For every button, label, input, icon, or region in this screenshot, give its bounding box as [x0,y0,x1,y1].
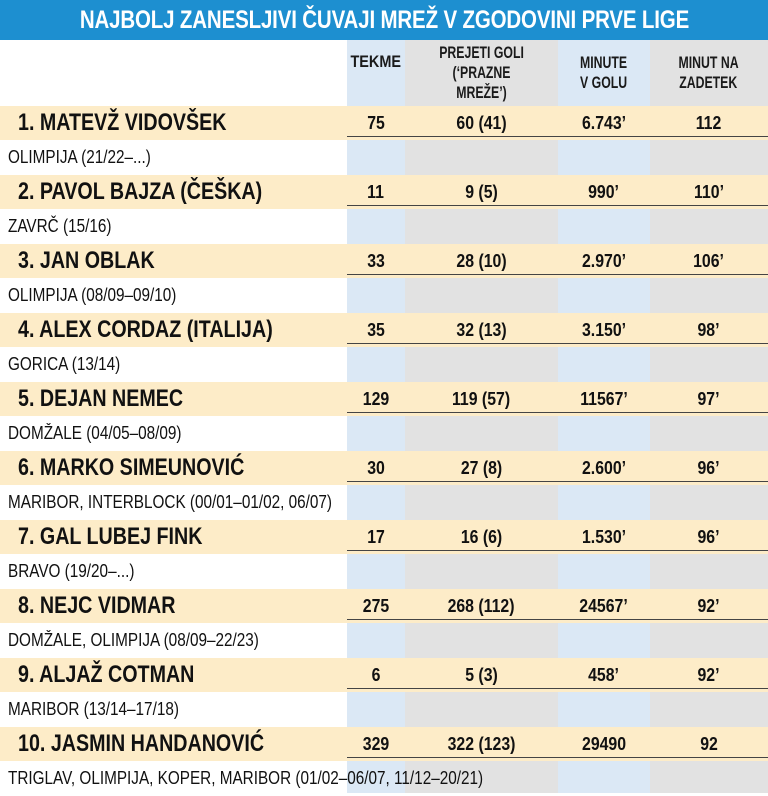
player-name: 10. JASMIN HANDANOVIĆ [18,730,265,757]
row-underline [347,550,768,551]
player-club: BRAVO (19/20–...) [8,561,135,581]
player-name: 7. GAL LUBEJ FINK [18,523,203,550]
cell-prejeti-value: 9 (5) [465,181,498,202]
player-club: MARIBOR (13/14–17/18) [8,699,179,719]
header-prejeti-line1: PREJETI GOLI [439,43,524,62]
cell-prejeti [405,520,558,554]
cell-minute-value: 29490 [581,733,627,754]
player-row [0,106,768,140]
cell-minute-value: 24567’ [579,595,629,616]
cell-tekme [347,727,405,761]
player-club: DOMŽALE, OLIMPIJA (08/09–22/23) [8,630,259,650]
cell-minut [650,244,768,278]
cell-minut-value: 112 [696,112,722,133]
cell-tekme-value: 6 [371,664,381,685]
cell-tekme [347,175,405,209]
player-club: OLIMPIJA (21/22–...) [8,147,151,167]
cell-tekme-value: 129 [362,388,390,409]
cell-minut-value: 92’ [697,664,721,685]
cell-prejeti [405,175,558,209]
cell-tekme-value: 275 [362,595,390,616]
header-prejeti-line2: (‘PRAZNE MREŽE’) [452,63,511,102]
cell-tekme [347,589,405,623]
player-club: TRIGLAV, OLIMPIJA, KOPER, MARIBOR (01/02–06/07, 11/12–20/21) [8,768,484,788]
header-prejeti [405,40,558,106]
header-tekme [347,40,405,106]
player-club: MARIBOR, INTERBLOCK (00/01–01/02, 06/07) [8,492,332,512]
cell-minute [558,658,650,692]
header-minut [650,40,768,106]
cell-minute-value: 1.530’ [581,526,627,547]
player-row [0,175,768,209]
cell-minut-value: 96’ [697,526,721,547]
player-name: 6. MARKO SIMEUNOVIĆ [18,454,245,481]
cell-prejeti [405,313,558,347]
cell-tekme [347,106,405,140]
cell-prejeti [405,244,558,278]
player-row [0,451,768,485]
row-underline [347,412,768,413]
cell-minut-value: 106’ [693,250,725,271]
cell-tekme [347,520,405,554]
cell-prejeti-value: 322 (123) [447,733,516,754]
cell-minute-value: 3.150’ [581,319,627,340]
cell-prejeti [405,727,558,761]
cell-minute [558,175,650,209]
cell-tekme-value: 17 [367,526,385,547]
cell-tekme-value: 30 [367,457,385,478]
cell-prejeti-value: 119 (57) [452,388,511,409]
player-name: 2. PAVOL BAJZA (ČEŠKA) [18,178,263,205]
cell-prejeti-value: 27 (8) [460,457,503,478]
cell-minut-value: 97’ [697,388,721,409]
player-name: 5. DEJAN NEMEC [18,385,184,412]
cell-minut-value: 98’ [697,319,721,340]
cell-prejeti-value: 268 (112) [448,595,515,616]
cell-minut [650,106,768,140]
player-name: 1. MATEVŽ VIDOVŠEK [18,109,227,136]
row-underline [347,274,768,275]
cell-minute [558,382,650,416]
cell-minut [650,727,768,761]
cell-prejeti-value: 28 (10) [456,250,507,271]
row-underline [347,136,768,137]
cell-minute [558,106,650,140]
cell-minut-value: 110’ [694,181,724,202]
cell-minut-value: 92 [700,733,718,754]
player-row [0,520,768,554]
cell-prejeti [405,382,558,416]
cell-tekme [347,313,405,347]
player-club: GORICA (13/14) [8,354,121,374]
cell-minut [650,175,768,209]
cell-prejeti [405,589,558,623]
cell-minut [650,451,768,485]
cell-minut [650,313,768,347]
cell-prejeti-value: 60 (41) [456,112,507,133]
cell-minute [558,589,650,623]
header-minute-line1: MINUTE [580,53,628,72]
cell-prejeti-value: 16 (6) [460,526,503,547]
cell-minute-value: 990’ [588,181,620,202]
player-row [0,589,768,623]
cell-prejeti-value: 32 (13) [456,319,507,340]
player-row [0,658,768,692]
cell-minut [650,658,768,692]
cell-tekme [347,244,405,278]
player-club: DOMŽALE (04/05–08/09) [8,423,182,443]
player-name: 4. ALEX CORDAZ (ITALIJA) [18,316,273,343]
header-minute [558,40,650,106]
cell-minut [650,382,768,416]
cell-prejeti [405,451,558,485]
table-title-text: NAJBOLJ ZANESLJIVI ČUVAJI MREŽ V ZGODOVINI PRVE LIGE [79,5,689,34]
player-name: 9. ALJAŽ COTMAN [18,661,195,688]
cell-minut [650,589,768,623]
cell-tekme-value: 329 [362,733,390,754]
player-row [0,244,768,278]
player-club: OLIMPIJA (08/09–09/10) [8,285,177,305]
cell-tekme [347,382,405,416]
cell-tekme [347,658,405,692]
cell-minute-value: 2.970’ [581,250,627,271]
cell-tekme-value: 11 [367,181,385,202]
row-underline [347,757,768,758]
cell-tekme-value: 33 [367,250,385,271]
cell-tekme-value: 35 [367,319,385,340]
cell-minute-value: 458’ [588,664,620,685]
cell-minute-value: 11567’ [580,388,628,409]
row-underline [347,205,768,206]
cell-minute-value: 6.743’ [581,112,627,133]
player-row [0,727,768,761]
row-underline [347,343,768,344]
cell-prejeti [405,658,558,692]
cell-minute [558,451,650,485]
header-minute-line2: V GOLU [580,73,628,92]
cell-prejeti-value: 5 (3) [465,664,498,685]
header-minut-line1: MINUT NA [678,53,740,72]
cell-minute-value: 2.600’ [581,457,627,478]
player-row [0,313,768,347]
row-underline [347,481,768,482]
cell-minute [558,520,650,554]
cell-minute [558,244,650,278]
player-name: 8. NEJC VIDMAR [18,592,176,619]
cell-minut-value: 92’ [697,595,721,616]
row-underline [347,688,768,689]
cell-minut-value: 96’ [697,457,721,478]
cell-prejeti [405,106,558,140]
cell-tekme [347,451,405,485]
cell-tekme-value: 75 [367,112,385,133]
header-tekme-label: TEKME [350,52,402,71]
row-underline [347,619,768,620]
player-name: 3. JAN OBLAK [18,247,155,274]
header-minut-line2: ZADETEK [679,73,738,92]
cell-minute [558,727,650,761]
table-title [0,0,768,40]
player-club: ZAVRČ (15/16) [8,216,112,236]
cell-minut [650,520,768,554]
cell-minute [558,313,650,347]
player-row [0,382,768,416]
